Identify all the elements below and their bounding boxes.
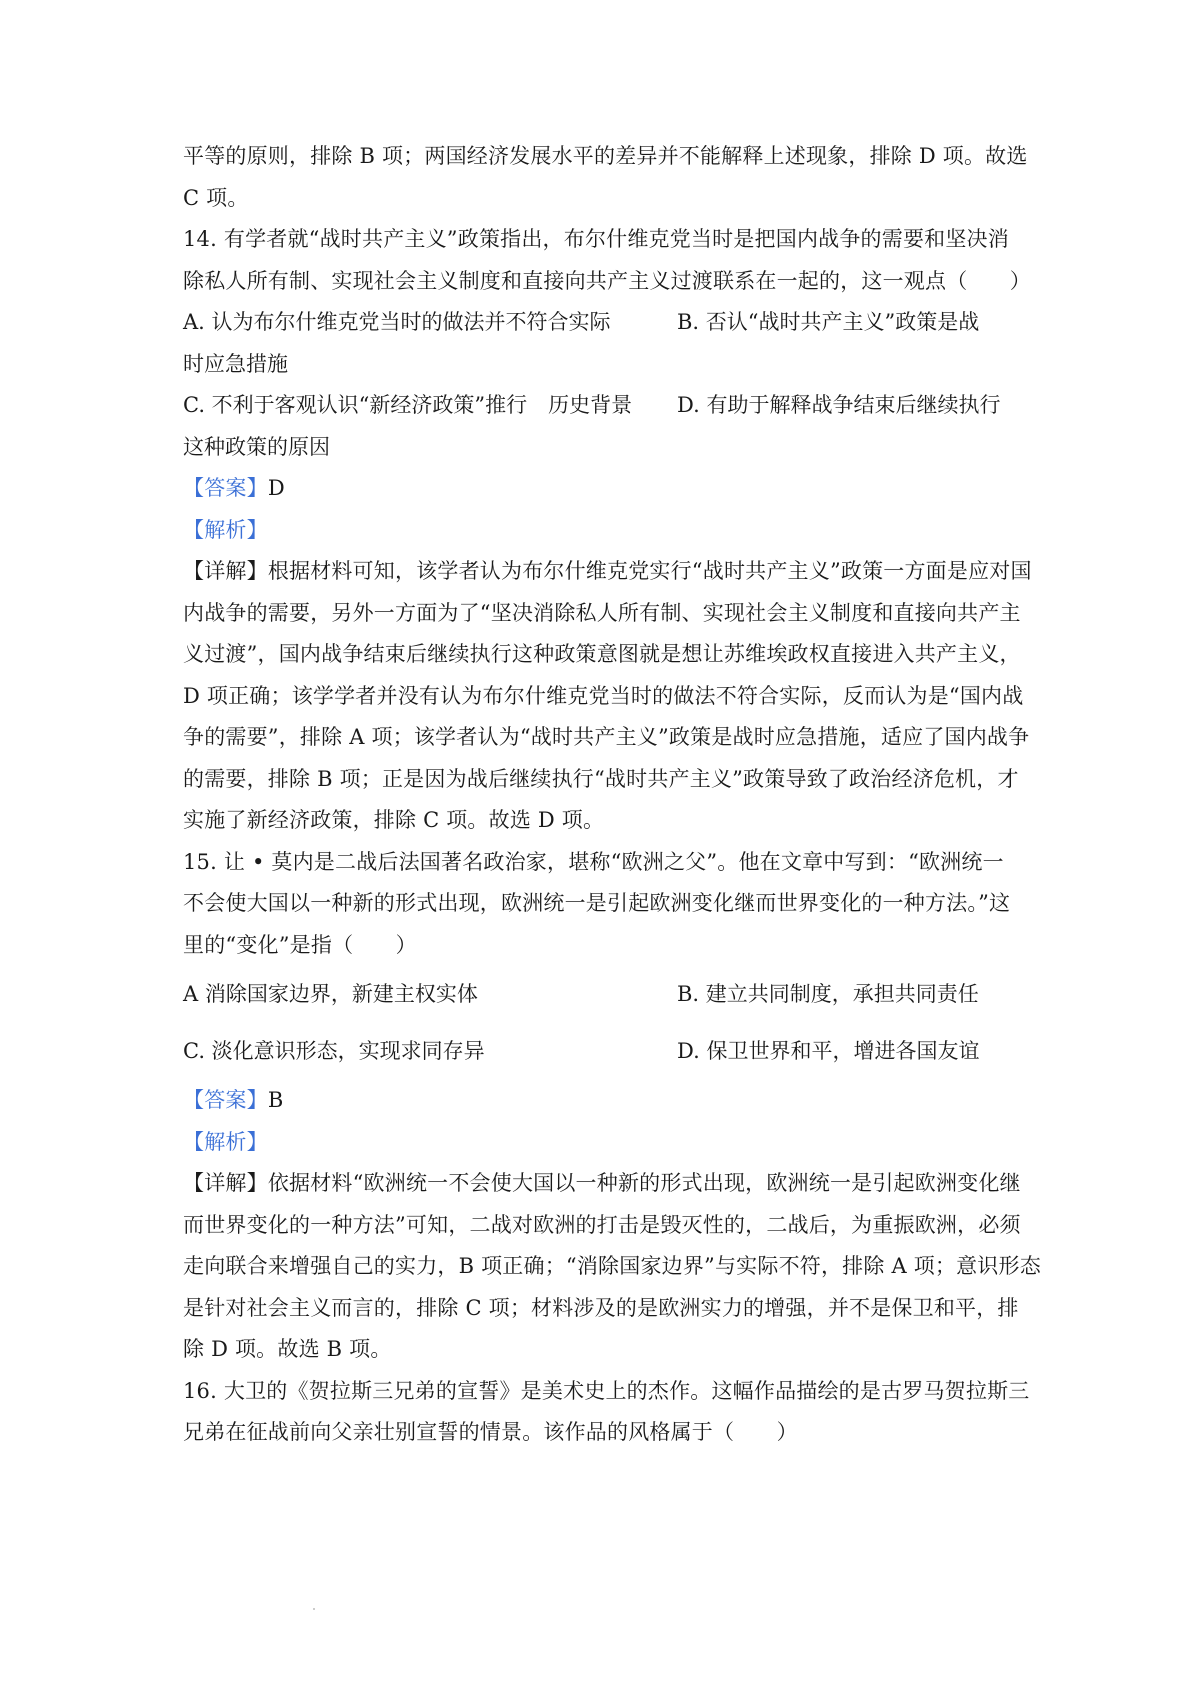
analysis-line	[183, 1122, 1028, 1164]
text-line: C 项。	[183, 185, 249, 210]
detail-line: 是针对社会主义而言的，排除 C 项；材料涉及的是欧洲实力的增强，并不是保卫和平，排	[183, 1295, 1019, 1320]
option-b: B. 否认“战时共产主义”政策是战	[677, 310, 980, 334]
detail-line: 而世界变化的一种方法”可知，二战对欧洲的打击是毁灭性的，二战后，为重振欧洲，必须	[183, 1212, 1021, 1237]
question-stem-line: 里的“变化”是指（ ）	[183, 932, 417, 957]
detail-line: 实施了新经济政策，排除 C 项。故选 D 项。	[183, 808, 605, 832]
text-line: 平等的原则，排除 B 项；两国经济发展水平的差异并不能解释上述现象，排除 D 项。故选	[183, 144, 1028, 168]
option-d: D. 保卫世界和平，增进各国友谊	[677, 1039, 980, 1063]
detail-line: 内战争的需要，另外一方面为了“坚决消除私人所有制、实现社会主义制度和直接向共产主	[183, 600, 1021, 625]
detail-label: 【详解】	[183, 559, 268, 583]
detail-line	[183, 551, 1032, 593]
option-d-continued: 这种政策的原因	[183, 434, 330, 459]
question-14	[183, 219, 1032, 842]
options-row	[183, 302, 1028, 344]
question-16	[183, 1371, 1028, 1454]
detail-line: 的需要，排除 B 项；正是因为战后继续执行“战时共产主义”政策导致了政治经济危机，才	[183, 766, 1019, 791]
question-15	[183, 842, 1041, 1371]
detail-text: 依据材料“欧洲统一不会使大国以一种新的形式出现，欧洲统一是引起欧洲变化继	[267, 1171, 1021, 1195]
question-stem-line: 16. 大卫的《贺拉斯三兄弟的宣誓》是美术史上的杰作。这幅作品描绘的是古罗马贺拉斯三	[183, 1378, 1030, 1403]
answer-label: 【答案】	[183, 1088, 268, 1112]
options-row	[183, 1023, 1028, 1080]
option-a: A 消除国家边界，新建主权实体	[183, 982, 478, 1006]
option-b: B. 建立共同制度，承担共同责任	[677, 982, 979, 1006]
options-row	[183, 385, 1028, 427]
detail-line: 走向联合来增强自己的实力，B 项正确；“消除国家边界”与实际不符，排除 A 项；意识形态	[183, 1254, 1041, 1278]
answer-line	[183, 468, 1028, 510]
answer-value: D	[267, 476, 285, 500]
speck-mark	[313, 1608, 315, 1610]
detail-line: 义过渡”，国内战争结束后继续执行这种政策意图就是想让苏维埃政权直接进入共产主义，	[183, 642, 1021, 666]
options-row	[183, 427, 1028, 469]
question-stem-line: 除私人所有制、实现社会主义制度和直接向共产主义过渡联系在一起的，这一观点（ ）	[183, 268, 1031, 293]
analysis-line	[183, 510, 1028, 552]
detail-line: D 项正确；该学学者并没有认为布尔什维克党当时的做法不符合实际，反而认为是“国内战	[183, 683, 1024, 708]
detail-line	[183, 1163, 1028, 1205]
question-stem-line: 14. 有学者就“战时共产主义”政策指出，布尔什维克党当时是把国内战争的需要和坚决消	[183, 227, 1009, 251]
document-page	[183, 136, 1041, 1454]
options-row	[183, 966, 1028, 1023]
question-stem-line: 不会使大国以一种新的形式出现，欧洲统一是引起欧洲变化继而世界变化的一种方法。”这	[183, 891, 1011, 915]
option-d: D. 有助于解释战争结束后继续执行	[677, 393, 1001, 417]
question-stem-line: 兄弟在征战前向父亲壮别宣誓的情景。该作品的风格属于（ ）	[183, 1420, 798, 1444]
question-stem-line: 15. 让 • 莫内是二战后法国著名政治家，堪称“欧洲之父”。他在文章中写到：“欧洲统一	[183, 849, 1004, 874]
answer-label: 【答案】	[183, 476, 268, 500]
option-b-continued: 时应急措施	[183, 351, 288, 376]
answer-line	[183, 1080, 1028, 1122]
analysis-label: 【解析】	[183, 1129, 268, 1154]
detail-text: 根据材料可知，该学者认为布尔什维克党实行“战时共产主义”政策一方面是应对国	[267, 559, 1032, 583]
analysis-label: 【解析】	[183, 517, 268, 542]
option-c: C. 淡化意识形态，实现求同存异	[183, 1039, 485, 1063]
option-a: A. 认为布尔什维克党当时的做法并不符合实际	[183, 310, 611, 334]
detail-line: 除 D 项。故选 B 项。	[183, 1337, 392, 1361]
options-row	[183, 344, 1028, 386]
detail-label: 【详解】	[183, 1171, 268, 1195]
answer-value: B	[267, 1088, 284, 1112]
detail-line: 争的需要”，排除 A 项；该学者认为“战时共产主义”政策是战时应急措施，适应了国内战争	[183, 725, 1030, 749]
option-c: C. 不利于客观认识“新经济政策”推行 历史背景	[183, 393, 633, 417]
